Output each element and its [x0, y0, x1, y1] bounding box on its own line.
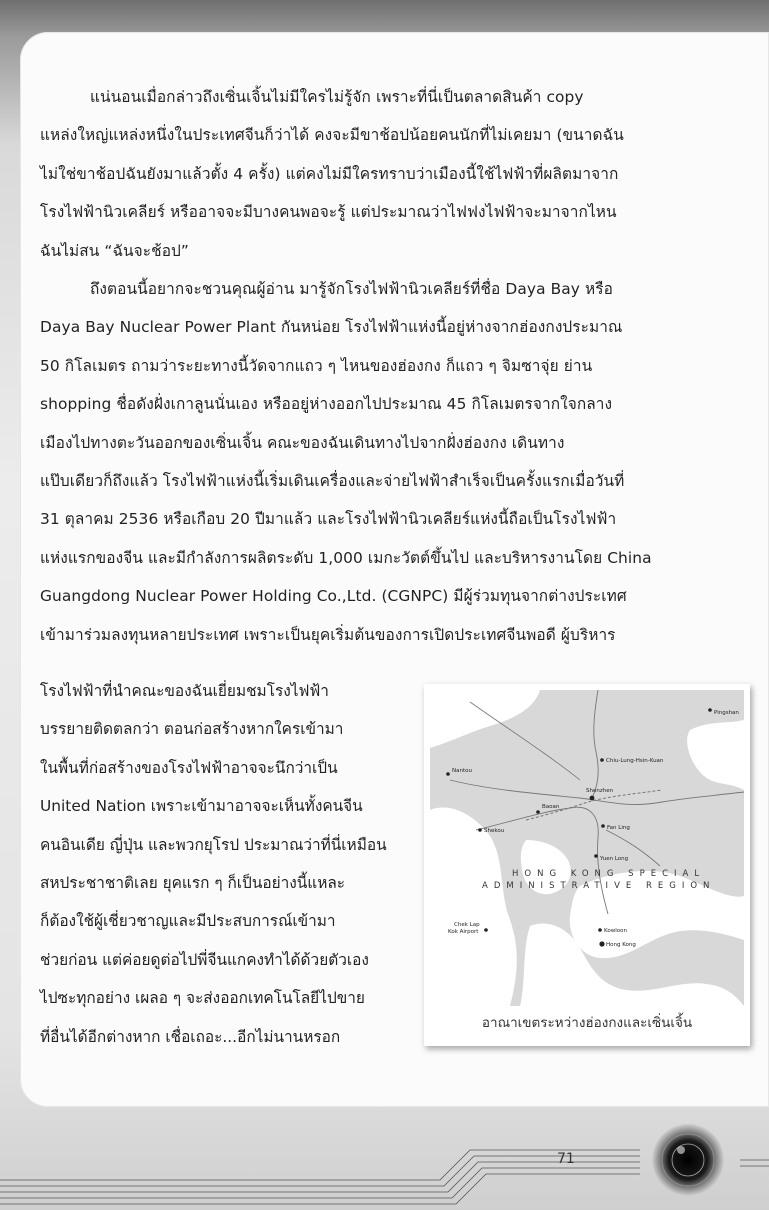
paragraph-line: คนอินเดีย ญี่ปุ่น และพวกยุโรป ประมาณว่าที่นี่เหมือน [40, 835, 387, 854]
city-dot [708, 708, 712, 712]
city-dot [601, 824, 605, 828]
paragraph-line: United Nation เพราะเข้ามาอาจจะเห็นทั้งคนจีน [40, 797, 363, 816]
paragraph-line: ไม่ใช่ขาช้อปฉันยังมาแล้วตั้ง 4 ครั้ง) แต่คงไม่มีใครทราบว่าเมืองนี้ใช้ไฟฟ้าที่ผลิตมาจาก [40, 164, 619, 183]
paragraph-line: แน่นอนเมื่อกล่าวถึงเซิ่นเจิ้นไม่มีใครไม่รู้จัก เพราะที่นี่เป็นตลาดสินค้า copy [90, 88, 584, 106]
map-label-baoan: Baoan [542, 804, 560, 810]
map-label-chek-lap-kok-2: Kok Airport [448, 929, 479, 935]
map-label-shenzhen: Shenzhen [586, 788, 614, 794]
wrapped-text-column [40, 672, 420, 1056]
paragraph-line: แป๊บเดียวก็ถึงแล้ว โรงไฟฟ้าแห่งนี้เริ่มเดินเครื่องและจ่ายไฟฟ้าสำเร็จเป็นครั้งแรกเมื่อวันที่ [40, 472, 625, 491]
paragraph-line: แหล่งใหญ่แหล่งหนึ่งในประเทศจีนก็ว่าได้ คงจะมีขาช้อปน้อยคนนักที่ไม่เคยมา (ขนาดฉัน [40, 126, 624, 145]
paragraph-line: Daya Bay Nuclear Power Plant กันหน่อย โรงไฟฟ้าแห่งนี้อยู่ห่างจากฮ่องกงประมาณ [40, 318, 623, 337]
map-image [430, 690, 744, 1006]
map-label-chiu-lung: Chiu-Lung-Hsin-Kuan [606, 758, 664, 764]
paragraph-line: ฉันไม่สน “ฉันจะช้อป” [40, 241, 189, 260]
paragraph-line: ในพื้นที่ก่อสร้างของโรงไฟฟ้าอาจจะนึกว่าเป็น [40, 758, 338, 777]
city-dot [599, 941, 604, 946]
figure-caption: อาณาเขตระหว่างฮ่องกงและเซิ่นเจิ้น [481, 1015, 693, 1031]
paragraph-line: shopping ชื่อดังฝั่งเกาลูนนั่นเอง หรืออยู่ห่างออกไปประมาณ 45 กิโลเมตรจากใจกลาง [40, 395, 613, 414]
map-label-kowloon: Kowloon [604, 928, 627, 934]
city-dot [446, 772, 450, 776]
page-number: 71 [557, 1151, 575, 1167]
map-label-shekou: Shekou [484, 828, 505, 834]
paragraph-line: ก็ต้องใช้ผู้เชี่ยวชาญและมีประสบการณ์เข้ามา [40, 912, 336, 931]
paragraph-line: Guangdong Nuclear Power Holding Co.,Ltd. (CGNPC) มีผู้ร่วมทุนจากต่างประเทศ [40, 587, 627, 606]
region-label-line1: HONG KONG SPECIAL [512, 869, 706, 879]
map-label-chek-lap-kok-1: Chek Lap [454, 922, 480, 928]
body-text [40, 78, 690, 654]
city-dot [478, 828, 482, 832]
paragraph-line: สหประชาชาติเลย ยุคแรก ๆ ก็เป็นอย่างนี้แหละ [40, 874, 346, 893]
city-dot [590, 796, 595, 801]
map-label-pingshan: Pingshan [714, 710, 739, 716]
paragraph-line: ช่วยก่อน แต่ค่อยดูต่อไปพี่จีนแกคงทำได้ด้วยตัวเอง [40, 950, 369, 969]
map-label-nantou: Nantou [452, 768, 472, 774]
paragraph-line: 31 ตุลาคม 2536 หรือเกือบ 20 ปีมาแล้ว และโรงไฟฟ้านิวเคลียร์แห่งนี้ถือเป็นโรงไฟฟ้า [40, 510, 617, 529]
paragraph-line: โรงไฟฟ้านิวเคลียร์ หรืออาจจะมีบางคนพอจะรู้ แต่ประมาณว่าไฟฟงไฟฟ้าจะมาจากไหน [40, 203, 617, 222]
map-label-fan-ling: Fan Ling [607, 825, 630, 831]
city-dot [536, 810, 540, 814]
city-dot [600, 758, 604, 762]
paragraph-line: เข้ามาร่วมลงทุนหลายประเทศ เพราะเป็นยุคเริ่มต้นของการเปิดประเทศจีนพอดี ผู้บริหาร [40, 625, 616, 644]
paragraph-line: เมืองไปทางตะวันออกของเซิ่นเจิ้น คณะของฉันเดินทางไปจากฝั่งฮ่องกง เดินทาง [40, 433, 565, 452]
city-dot [594, 854, 598, 858]
city-dot [598, 928, 602, 932]
paragraph-line: บรรยายติดตลกว่า ตอนก่อสร้างหากใครเข้ามา [40, 720, 344, 739]
paragraph-line: โรงไฟฟ้าที่นำคณะของฉันเยี่ยมชมโรงไฟฟ้า [40, 682, 329, 700]
decorative-eye-emblem-icon [648, 1118, 728, 1198]
paragraph-line: แห่งแรกของจีน และมีกำลังการผลิตระดับ 1,000 เมกะวัตต์ขึ้นไป และบริหารงานโดย China [40, 548, 652, 567]
map-label-hong-kong: Hong Kong [606, 942, 636, 948]
paragraph-line: ถึงตอนนี้อยากจะชวนคุณผู้อ่าน มารู้จักโรงไฟฟ้านิวเคลียร์ที่ชื่อ Daya Bay หรือ [90, 280, 613, 299]
paragraph-line: ไปซะทุกอย่าง เผลอ ๆ จะส่งออกเทคโนโลยีไปขาย [40, 989, 365, 1008]
map-label-yuen-long: Yuen Long [600, 856, 629, 862]
region-label-line2: ADMINISTRATIVE REGION [482, 881, 716, 891]
paragraph-line: ที่อื่นได้อีกต่างหาก เชื่อเถอะ...อีกไม่นานหรอก [40, 1027, 341, 1046]
city-dot [484, 928, 488, 932]
paragraph-line: 50 กิโลเมตร ถามว่าระยะทางนี้วัดจากแถว ๆ ไหนของฮ่องกง ก็แถว ๆ จิมซาจุ่ย ย่าน [40, 356, 593, 375]
map-figure [424, 684, 750, 1046]
